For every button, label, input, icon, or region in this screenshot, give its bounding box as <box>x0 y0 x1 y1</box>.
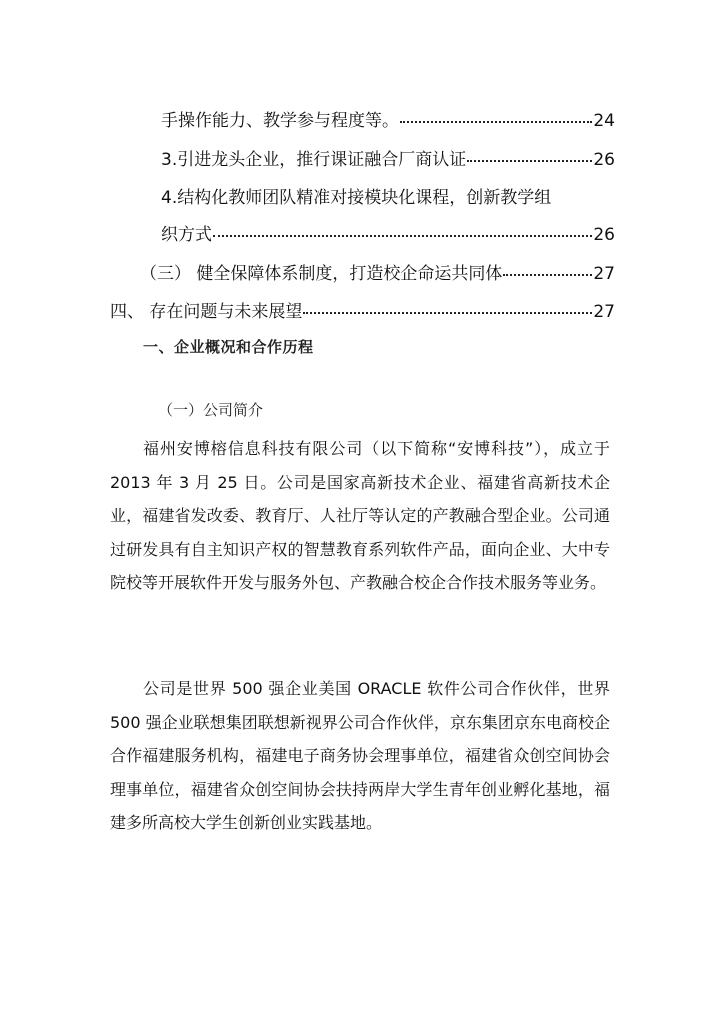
body-paragraph: 公司是世界 500 强企业美国 ORACLE 软件公司合作伙伴，世界 500 强企业联想集团联想新视界公司合作伙伴，京东集团京东电商校企合作福建服务机构，福建电子商务协会理事单位，福建省众创空间协会理事单位，福建省众创空间协会扶持两岸大学生青年创业孵化基地，福建多所高校大学生创新创业实践基地。 <box>110 679 610 832</box>
toc-entry-page: 27 <box>593 302 615 322</box>
toc-leader-dots <box>213 235 592 237</box>
toc-leader-dots <box>467 160 592 162</box>
toc-entry[interactable] <box>140 259 615 284</box>
section-heading: 一、企业概况和合作历程 <box>143 338 314 356</box>
toc-entry-page: 24 <box>593 111 615 131</box>
toc-entry-page: 27 <box>593 264 615 284</box>
toc-leader-dots <box>303 312 592 314</box>
toc-entry-page: 26 <box>593 225 615 245</box>
toc-entry[interactable] <box>161 145 615 170</box>
toc-entry-text: 手操作能力、教学参与程度等。 <box>161 111 399 131</box>
toc-entry-text: 四、 存在问题与未来展望 <box>110 302 303 322</box>
subsection-heading: （一）公司简介 <box>158 401 264 419</box>
toc-entry[interactable] <box>161 106 615 131</box>
toc-entry[interactable] <box>161 183 615 208</box>
toc-entry-text: 3.引进龙头企业，推行课证融合厂商认证 <box>161 150 467 170</box>
body-paragraph: 福州安博榕信息科技有限公司（以下简称“安博科技”），成立于 2013 年 3 月 25 日。公司是国家高新技术企业、福建省高新技术企业，福建省发改委、教育厅、人社厅等认定的产教融合型企业。公司通过研发具有自主知识产权的智慧教育系列软件产品，面向企业、大中专院校等开展软件开发与服务外包、产教融合校企合作技术服务等业务。 <box>110 439 610 592</box>
toc-entry-text: （三） 健全保障体系制度，打造校企命运共同体 <box>140 264 503 284</box>
toc-entry-text: 织方式 <box>161 225 212 245</box>
toc-entry-text: 4.结构化教师团队精准对接模块化课程，创新教学组 <box>161 188 552 208</box>
toc-leader-dots <box>503 274 592 276</box>
toc-entry-page: 26 <box>593 150 615 170</box>
toc-entry[interactable] <box>161 220 615 245</box>
toc-leader-dots <box>400 121 592 123</box>
toc-entry[interactable] <box>110 297 615 322</box>
